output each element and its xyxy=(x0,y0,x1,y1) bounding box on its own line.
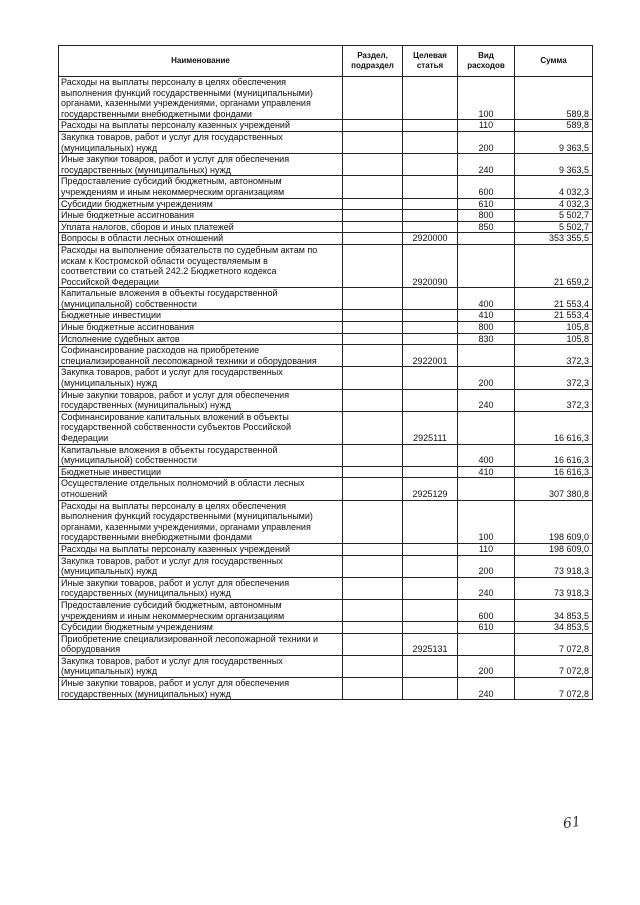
row-section xyxy=(343,154,403,176)
table-row xyxy=(59,154,593,176)
row-name: Закупка товаров, работ и услуг для государственных (муниципальных) нужд xyxy=(59,655,343,677)
row-section xyxy=(343,221,403,233)
row-type: 240 xyxy=(458,577,515,599)
row-name: Капитальные вложения в объекты государственной (муниципальной) собственности xyxy=(59,288,343,310)
budget-table xyxy=(58,45,593,700)
table-row xyxy=(59,367,593,389)
row-sum: 372,3 xyxy=(515,367,593,389)
table-row xyxy=(59,288,593,310)
row-name: Предоставление субсидий бюджетным, автономным учреждениям и иным некоммерческим организациям xyxy=(59,599,343,621)
row-target: 2920000 xyxy=(403,233,458,245)
row-target xyxy=(403,543,458,555)
table-row xyxy=(59,543,593,555)
row-name: Предоставление субсидий бюджетным, автономным учреждениям и иным некоммерческим организациям xyxy=(59,176,343,198)
row-type xyxy=(458,244,515,287)
table-row xyxy=(59,678,593,700)
row-name: Закупка товаров, работ и услуг для государственных (муниципальных) нужд xyxy=(59,367,343,389)
row-section xyxy=(343,198,403,210)
table-row xyxy=(59,345,593,367)
row-sum: 9 363,5 xyxy=(515,154,593,176)
table-row xyxy=(59,444,593,466)
row-type: 610 xyxy=(458,198,515,210)
table-row xyxy=(59,77,593,120)
row-sum: 589,8 xyxy=(515,77,593,120)
row-sum: 5 502,7 xyxy=(515,221,593,233)
header-sum: Сумма xyxy=(515,46,593,77)
row-sum: 21 553,4 xyxy=(515,288,593,310)
table-row xyxy=(59,389,593,411)
row-sum: 73 918,3 xyxy=(515,555,593,577)
row-sum: 105,8 xyxy=(515,322,593,334)
row-section xyxy=(343,131,403,153)
row-section xyxy=(343,233,403,245)
row-type xyxy=(458,233,515,245)
row-name: Расходы на выплаты персоналу в целях обеспечения выполнения функций государственными (муниципальными) органами, казенными учреждениями, органами управления государственными внебюджетными фондами xyxy=(59,77,343,120)
row-type: 110 xyxy=(458,120,515,132)
row-section xyxy=(343,466,403,478)
row-target xyxy=(403,176,458,198)
header-target: Целевая статья xyxy=(403,46,458,77)
row-sum: 7 072,8 xyxy=(515,655,593,677)
row-type xyxy=(458,633,515,655)
row-target xyxy=(403,622,458,634)
row-sum: 21 553,4 xyxy=(515,310,593,322)
row-target xyxy=(403,555,458,577)
row-section xyxy=(343,500,403,543)
row-type xyxy=(458,478,515,500)
row-section xyxy=(343,555,403,577)
row-target: 2920090 xyxy=(403,244,458,287)
row-name: Иные бюджетные ассигнования xyxy=(59,210,343,222)
row-sum: 589,8 xyxy=(515,120,593,132)
row-section xyxy=(343,577,403,599)
row-name: Бюджетные инвестиции xyxy=(59,466,343,478)
table-row xyxy=(59,411,593,444)
table-row xyxy=(59,500,593,543)
table-row xyxy=(59,622,593,634)
row-section xyxy=(343,633,403,655)
row-name: Расходы на выполнение обязательств по судебным актам по искам к Костромской области осуществляемым в соответствии со статьей 242.2 Бюджетного кодекса Российской Федерации xyxy=(59,244,343,287)
header-type: Вид расходов xyxy=(458,46,515,77)
row-section xyxy=(343,77,403,120)
row-target xyxy=(403,367,458,389)
row-sum: 198 609,0 xyxy=(515,543,593,555)
row-target xyxy=(403,310,458,322)
row-type: 830 xyxy=(458,333,515,345)
row-target xyxy=(403,389,458,411)
row-section xyxy=(343,622,403,634)
row-sum: 7 072,8 xyxy=(515,678,593,700)
row-type: 240 xyxy=(458,389,515,411)
row-name: Софинансирование расходов на приобретение специализированной лесопожарной техники и оборудования xyxy=(59,345,343,367)
row-type: 800 xyxy=(458,210,515,222)
table-row xyxy=(59,198,593,210)
table-row xyxy=(59,599,593,621)
row-target: 2925111 xyxy=(403,411,458,444)
row-section xyxy=(343,288,403,310)
row-target xyxy=(403,678,458,700)
row-section xyxy=(343,655,403,677)
row-sum: 353 355,5 xyxy=(515,233,593,245)
header-section: Раздел, подраздел xyxy=(343,46,403,77)
row-target xyxy=(403,500,458,543)
row-target xyxy=(403,154,458,176)
row-name: Закупка товаров, работ и услуг для государственных (муниципальных) нужд xyxy=(59,555,343,577)
row-type: 600 xyxy=(458,176,515,198)
row-sum: 4 032,3 xyxy=(515,176,593,198)
row-target xyxy=(403,221,458,233)
table-row xyxy=(59,333,593,345)
row-sum: 307 380,8 xyxy=(515,478,593,500)
table-row xyxy=(59,233,593,245)
row-sum: 105,8 xyxy=(515,333,593,345)
table-row xyxy=(59,322,593,334)
row-section xyxy=(343,599,403,621)
page-number: 61 xyxy=(561,813,582,833)
row-section xyxy=(343,444,403,466)
row-sum: 16 616,3 xyxy=(515,444,593,466)
row-section xyxy=(343,120,403,132)
row-section xyxy=(343,367,403,389)
row-name: Иные закупки товаров, работ и услуг для обеспечения государственных (муниципальных) нужд xyxy=(59,389,343,411)
row-name: Расходы на выплаты персоналу казенных учреждений xyxy=(59,543,343,555)
row-name: Уплата налогов, сборов и иных платежей xyxy=(59,221,343,233)
row-name: Субсидии бюджетным учреждениям xyxy=(59,198,343,210)
row-name: Капитальные вложения в объекты государственной (муниципальной) собственности xyxy=(59,444,343,466)
row-type: 400 xyxy=(458,288,515,310)
row-sum: 16 616,3 xyxy=(515,411,593,444)
row-name: Субсидии бюджетным учреждениям xyxy=(59,622,343,634)
row-name: Бюджетные инвестиции xyxy=(59,310,343,322)
header-name: Наименование xyxy=(59,46,343,77)
row-name: Иные закупки товаров, работ и услуг для обеспечения государственных (муниципальных) нужд xyxy=(59,154,343,176)
row-sum: 16 616,3 xyxy=(515,466,593,478)
row-type: 110 xyxy=(458,543,515,555)
table-row xyxy=(59,478,593,500)
row-target xyxy=(403,198,458,210)
row-type: 800 xyxy=(458,322,515,334)
row-sum: 198 609,0 xyxy=(515,500,593,543)
row-sum: 4 032,3 xyxy=(515,198,593,210)
row-target: 2922001 xyxy=(403,345,458,367)
row-type: 200 xyxy=(458,555,515,577)
row-target xyxy=(403,466,458,478)
row-name: Расходы на выплаты персоналу казенных учреждений xyxy=(59,120,343,132)
row-target xyxy=(403,333,458,345)
table-row xyxy=(59,577,593,599)
row-section xyxy=(343,478,403,500)
row-target xyxy=(403,655,458,677)
table-row xyxy=(59,221,593,233)
row-name: Осуществление отдельных полномочий в области лесных отношений xyxy=(59,478,343,500)
row-type: 410 xyxy=(458,310,515,322)
row-target: 2925129 xyxy=(403,478,458,500)
row-sum: 372,3 xyxy=(515,389,593,411)
row-target xyxy=(403,599,458,621)
table-row xyxy=(59,310,593,322)
row-target xyxy=(403,210,458,222)
row-name: Исполнение судебных актов xyxy=(59,333,343,345)
row-type xyxy=(458,411,515,444)
row-type: 850 xyxy=(458,221,515,233)
row-name: Вопросы в области лесных отношений xyxy=(59,233,343,245)
row-section xyxy=(343,389,403,411)
row-section xyxy=(343,543,403,555)
row-section xyxy=(343,210,403,222)
row-type: 610 xyxy=(458,622,515,634)
row-name: Закупка товаров, работ и услуг для государственных (муниципальных) нужд xyxy=(59,131,343,153)
row-section xyxy=(343,310,403,322)
row-type: 240 xyxy=(458,678,515,700)
row-name: Иные бюджетные ассигнования xyxy=(59,322,343,334)
row-type: 200 xyxy=(458,367,515,389)
row-target xyxy=(403,77,458,120)
row-section xyxy=(343,345,403,367)
row-sum: 34 853,5 xyxy=(515,622,593,634)
table-row xyxy=(59,120,593,132)
table-row xyxy=(59,176,593,198)
row-name: Софинансирование капитальных вложений в объекты государственной собственности субъектов Российской Федерации xyxy=(59,411,343,444)
row-sum: 372,3 xyxy=(515,345,593,367)
row-sum: 21 659,2 xyxy=(515,244,593,287)
row-type: 600 xyxy=(458,599,515,621)
row-section xyxy=(343,333,403,345)
table-row xyxy=(59,210,593,222)
row-section xyxy=(343,244,403,287)
row-type: 240 xyxy=(458,154,515,176)
row-sum: 5 502,7 xyxy=(515,210,593,222)
row-target xyxy=(403,288,458,310)
row-target xyxy=(403,577,458,599)
row-target xyxy=(403,444,458,466)
row-name: Иные закупки товаров, работ и услуг для обеспечения государственных (муниципальных) нужд xyxy=(59,678,343,700)
row-type xyxy=(458,345,515,367)
row-sum: 7 072,8 xyxy=(515,633,593,655)
row-type: 400 xyxy=(458,444,515,466)
table-row xyxy=(59,555,593,577)
row-type: 200 xyxy=(458,655,515,677)
row-sum: 9 363,5 xyxy=(515,131,593,153)
row-sum: 73 918,3 xyxy=(515,577,593,599)
table-header-row xyxy=(59,46,593,77)
row-section xyxy=(343,411,403,444)
row-section xyxy=(343,678,403,700)
row-sum: 34 853,5 xyxy=(515,599,593,621)
row-type: 100 xyxy=(458,500,515,543)
row-name: Расходы на выплаты персоналу в целях обеспечения выполнения функций государственными (муниципальными) органами, казенными учреждениями, органами управления государственными внебюджетными фондами xyxy=(59,500,343,543)
row-target xyxy=(403,120,458,132)
table-row xyxy=(59,655,593,677)
row-type: 410 xyxy=(458,466,515,478)
table-row xyxy=(59,633,593,655)
row-section xyxy=(343,176,403,198)
table-row xyxy=(59,466,593,478)
row-target: 2925131 xyxy=(403,633,458,655)
row-name: Приобретение специализированной лесопожарной техники и оборудования xyxy=(59,633,343,655)
row-name: Иные закупки товаров, работ и услуг для обеспечения государственных (муниципальных) нужд xyxy=(59,577,343,599)
row-type: 100 xyxy=(458,77,515,120)
row-target xyxy=(403,131,458,153)
row-target xyxy=(403,322,458,334)
row-section xyxy=(343,322,403,334)
table-row xyxy=(59,131,593,153)
table-row xyxy=(59,244,593,287)
row-type: 200 xyxy=(458,131,515,153)
